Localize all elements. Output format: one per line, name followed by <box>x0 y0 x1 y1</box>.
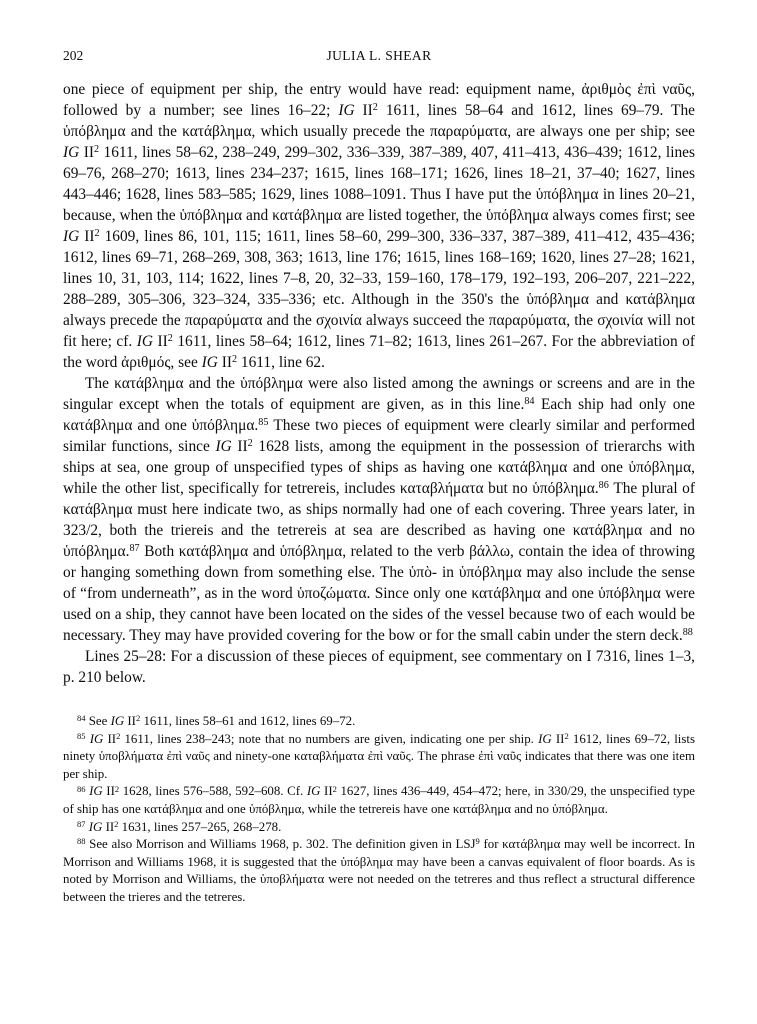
text-segment: 1611, lines 238–243; note that no numbers are given, indicating one per ship. <box>120 731 539 746</box>
text-segment: See also Morrison and Williams 1968, p. 302. The definition given in LSJ <box>85 837 476 852</box>
superscript: 87 <box>129 543 140 555</box>
text-segment: Lines 25–28: For a discussion of these pieces of equipment, see commentary on I 7316, lines 1–3, p. 210 below. <box>63 648 695 686</box>
text-segment: II <box>102 819 115 834</box>
text-segment: 1611, lines 58–64 and 1612, lines 69–79. The ὑπόβλημα and the κατάβλημα, which usually precede the παραρύματα, are always one per ship; see <box>63 102 695 140</box>
text-segment: for κατάβλημα may well be incorrect. In Morrison and Williams 1968, it is suggested that the ὑπόβλημα may have been a canvas equivalent of floor boards. As is noted by Morrison and Williams, the ὑποβλήματα were not needed on the tetreres and thus reflect a structural difference between the trieres and the tetreres. <box>63 837 695 904</box>
text-segment: II <box>217 354 232 371</box>
italic-text: IG <box>89 784 103 799</box>
text-segment: The κατάβλημα and the ὑπόβλημα were also listed among the awnings or screens and are in the singular except when the totals of equipment are given, as in this line. <box>63 375 695 413</box>
superscript: 9 <box>475 836 480 847</box>
italic-text: IG <box>110 714 125 728</box>
text-segment: 1628 lists, among the equipment in the possession of trierarchs with ships at sea, one group of unspecified types of ships as having one κατάβλημα and one ὑπόβλημα, while the other list, specifically for tetrereis, includes καταβλήματα but no ὑπόβλημα. <box>63 438 695 497</box>
superscript: 85 <box>258 417 269 429</box>
paragraph <box>63 79 695 373</box>
footnotes-section <box>63 713 695 907</box>
text-segment: one piece of equipment per ship, the entry would have read: equipment name, ἀριθμὸς ἐπὶ ναῦς, followed by a number; see lines 16–22; <box>63 81 695 119</box>
text-segment: See <box>85 714 111 728</box>
superscript: 2 <box>372 102 378 114</box>
superscript: 2 <box>114 783 120 794</box>
footnote-number: 88 <box>77 836 86 847</box>
italic-text: IG <box>201 354 218 371</box>
footnote-number: 85 <box>77 730 86 741</box>
text-segment: II <box>79 228 95 245</box>
footnote-number: 86 <box>77 783 86 794</box>
text-segment: 1611, lines 58–61 and 1612, lines 69–72. <box>140 714 356 728</box>
superscript: 86 <box>598 480 609 492</box>
italic-text: IG <box>338 102 355 119</box>
footnote <box>63 731 695 784</box>
text-segment: Each ship had only one κατάβλημα and one ὑπόβλημα. <box>63 396 696 434</box>
text-segment: II <box>124 714 136 728</box>
italic-text: IG <box>63 228 80 245</box>
text-segment: II <box>320 784 333 799</box>
text-segment: 1631, lines 257–265, 268–278. <box>118 819 282 834</box>
superscript: 2 <box>231 354 238 366</box>
footnote <box>63 819 695 837</box>
text-segment: II <box>551 731 565 746</box>
italic-text: IG <box>215 438 232 455</box>
superscript: 2 <box>114 818 119 829</box>
text-segment: II <box>102 784 115 799</box>
footnote-number: 87 <box>77 818 86 829</box>
superscript: 2 <box>135 713 141 724</box>
footnote <box>63 836 695 906</box>
running-header <box>63 48 695 66</box>
italic-text: IG <box>306 784 321 799</box>
superscript: 2 <box>94 228 100 240</box>
text-segment: II <box>153 333 168 350</box>
text-segment: These two pieces of equipment were clearly similar and performed similar functions, since <box>63 417 695 455</box>
italic-text: IG <box>88 819 103 834</box>
paragraph <box>63 373 695 646</box>
italic-text: IG <box>89 731 104 746</box>
text-segment: II <box>103 731 117 746</box>
text-segment: 1628, lines 576–588, 592–608. Cf. <box>119 784 307 799</box>
italic-text: IG <box>136 333 153 350</box>
text-segment: 1611, line 62. <box>237 354 325 371</box>
running-head-author: JULIA L. SHEAR <box>326 48 432 63</box>
footnote <box>63 783 695 818</box>
text-segment: Both κατάβλημα and ὑπόβλημα, related to the verb βάλλω, contain the idea of throwing or hanging something down from something else. The ὑπὸ- in ὑπόβλημα may also include the sense of “from underneath”, as in the word ὑποζώματα. Since only one κατάβλημα and one ὑπόβλημα were used on a ship, they cannot have been located on the sides of the vessel because two of each would be necessary. They may have provided covering for the bow or for the small cabin under the stern deck. <box>63 543 695 644</box>
text-segment: 1612, lines 69–72, lists ninety ὑποβλήματα ἐπὶ ναῦς and ninety-one καταβλήματα ἐπὶ ναῦς. The phrase ἐπὶ ναῦς indicates that there was one item per ship. <box>63 731 695 781</box>
superscript: 2 <box>564 730 569 741</box>
text-segment: 1609, lines 86, 101, 115; 1611, lines 58–60, 299–300, 336–337, 387–389, 411–412, 435–436; 1612, lines 69–71, 268–269, 308, 363; 1613, line 176; 1615, lines 168–169; 1620, lines 27–28; 1621, lines 10, 31, 103, 114; 1622, lines 7–8, 20, 32–33, 159–160, 178–179, 192–193, 206–207, 221–222, 288–289, 305–306, 323–324, 335–336; etc. Although in the 350's the ὑπόβλημα and κατάβλημα always precede the παραρύματα and the σχοινία always succeed the παραρύματα, the σχοινία will not fit here; cf. <box>63 228 695 350</box>
text-segment: 1611, lines 58–62, 238–249, 299–302, 336–339, 387–389, 407, 411–413, 436–439; 1612, lines 69–76, 268–270; 1613, lines 234–237; 1615, lines 168–171; 1626, lines 18–21, 37–40; 1627, lines 443–446; 1628, lines 583–585; 1629, lines 1088–1091. Thus I have put the ὑπόβλημα in lines 20–21, because, when the ὑπόβλημα and κατάβλημα are listed together, the ὑπόβλημα always comes first; see <box>63 144 695 224</box>
footnote <box>63 713 695 731</box>
text-segment: 1611, lines 58–64; 1612, lines 71–82; 1613, lines 261–267. For the abbreviation of the word ἀριθμός, see <box>63 333 695 371</box>
footnote-number: 84 <box>77 713 86 724</box>
superscript: 2 <box>332 783 337 794</box>
text-segment: II <box>79 144 94 161</box>
text-segment: II <box>231 438 248 455</box>
superscript: 2 <box>247 438 253 450</box>
superscript: 2 <box>167 333 173 345</box>
text-segment: The plural of κατάβλημα must here indicate two, as ships normally had one of each covering. Three years later, in 323/2, both the triereis and the tetrereis at sea are described as having one κατάβλημα and no ὑπόβλημα. <box>63 480 695 560</box>
superscript: 84 <box>524 396 535 408</box>
body-text <box>63 79 695 688</box>
paragraph <box>63 646 695 688</box>
text-segment: 1627, lines 436–449, 454–472; here, in 330/29, the unspecified type of ship has one κατάβλημα and one ὑπόβλημα, while the tetrereis have one κατάβλημα and no ὑπόβλημα. <box>63 784 696 816</box>
superscript: 88 <box>682 627 693 639</box>
superscript: 2 <box>93 144 100 156</box>
text-segment: II <box>354 102 373 119</box>
italic-text: IG <box>538 731 552 746</box>
superscript: 2 <box>116 730 121 741</box>
italic-text: IG <box>63 144 80 161</box>
page-number: 202 <box>63 48 84 63</box>
